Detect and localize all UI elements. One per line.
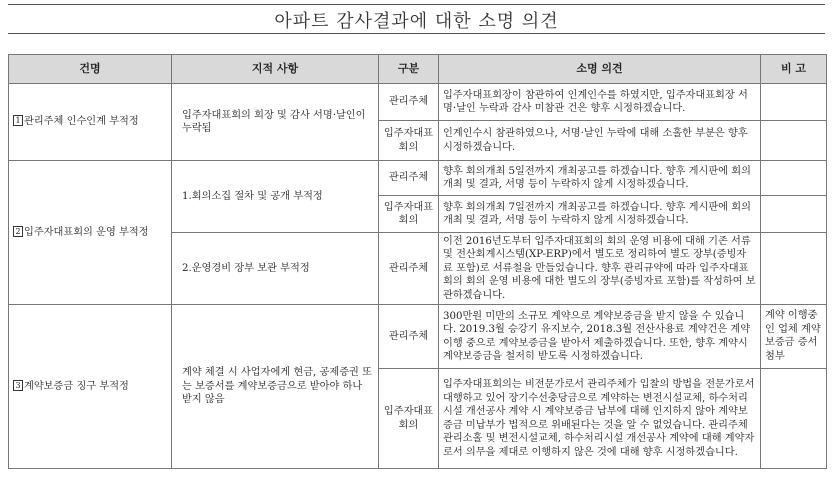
- case-cell: [9, 84, 172, 161]
- gubun-cell: 입주자대표회의: [379, 121, 439, 161]
- header-row: [9, 55, 827, 84]
- title-box: [8, 4, 825, 34]
- gubun-cell: 관리주체: [379, 233, 439, 305]
- case-label: 입주자대표회의 운영 부적정: [24, 226, 149, 238]
- issue-cell: 1.회의소집 절차 및 공개 부적정: [172, 161, 379, 233]
- header-opinion: 소명 의견: [439, 55, 761, 84]
- gubun-cell: 관리주체: [379, 305, 439, 369]
- case-cell: [9, 161, 172, 305]
- case-label: 계약보증금 징구 부적정: [24, 380, 129, 392]
- opinion-cell: 향후 회의개최 7일전까지 개최공고를 하겠습니다. 향후 게시판에 회의 개최 및 결과, 서명 등이 누락하지 않게 시정하겠습니다.: [439, 196, 761, 233]
- opinion-cell: 입주자대표회장이 참관하여 인계인수를 하였지만, 입주자대표회장 서명·날인 누락과 감사 미참관 건은 향후 시정하겠습니다.: [439, 84, 761, 121]
- case-label: 관리주체 인수인계 부적정: [24, 116, 139, 128]
- note-cell: [761, 233, 827, 305]
- title-bottom-rule: [8, 33, 825, 34]
- header-gubun: 구분: [379, 55, 439, 84]
- opinion-cell: 인계인수시 참관하였으나, 서명·날인 누락에 대해 소홀한 부분은 향후 시정하겠습니다.: [439, 121, 761, 161]
- note-cell: [761, 84, 827, 121]
- table-row: [9, 161, 827, 196]
- section-number-box: 3: [13, 380, 23, 391]
- issue-cell: 계약 체결 시 사업자에게 현금, 공제증권 또는 보증서를 계약보증금으로 받아야 하나 받지 않음: [172, 305, 379, 469]
- title-top-rule: [8, 4, 825, 5]
- note-cell: [761, 196, 827, 233]
- opinion-cell: 이전 2016년도부터 입주자대표회의 회의 운영 비용에 대해 기존 서류 및 전산회계시스템(XP-ERP)에서 별도로 정리하여 별도 장부(증빙자료 포함)로 서류철을 만들었습니다. 향후 관리규약에 따라 입주자대표회의 회의 운영 비용에 대한 별도의 장부(증빙자료 포함)를 작성하여 보관하겠습니다.: [439, 233, 761, 305]
- page-title: 아파트 감사결과에 대한 소명 의견: [274, 11, 559, 32]
- header-note: 비 고: [761, 55, 827, 84]
- table-row: [9, 84, 827, 121]
- gubun-cell: 관리주체: [379, 161, 439, 196]
- issue-cell: 입주자대표회의 회장 및 감사 서명·날인이 누락됨: [172, 84, 379, 161]
- header-issue: 지적 사항: [172, 55, 379, 84]
- header-case: 건명: [9, 55, 172, 84]
- opinion-cell: 향후 회의개최 5일전까지 개최공고를 하겠습니다. 향후 게시판에 회의 개최 및 결과, 서명 등이 누락하지 않게 시정하겠습니다.: [439, 161, 761, 196]
- note-cell: [761, 161, 827, 196]
- audit-opinion-table: [8, 54, 827, 469]
- note-cell: 계약 이행중인 업체 계약보증금 증서 첨부: [761, 305, 827, 369]
- opinion-cell: 300만원 미만의 소규모 계약으로 계약보증금을 받지 않을 수 있습니다. 2019.3월 승강기 유지보수, 2018.3월 전산사용료 계약건은 계약 이행 중으로 계약보증금을 받아서 제출하겠습니다. 또한, 향후 계약시 계약보증금을 철저히 받도록 시정하겠습니다.: [439, 305, 761, 369]
- section-number-box: 2: [13, 226, 23, 237]
- table-row: [9, 305, 827, 369]
- opinion-cell: 입주자대표회의는 비전문가로서 관리주체가 입찰의 방법을 전문가로서 대행하고 있어 장기수선충당금으로 계약하는 변전시설교체, 하수처리시설 개선공사 계약 시 계약보증금 납부에 대해 인지하지 않아 계약보증금 미납부가 법적으로 위배된다는 것을 알 수 없었습니다. 관리주체 관리소홀 및 변전시설교체, 하수처리시설 개선공사 계약에 대해 계약자로서 의무을 제대로 이행하지 않은 것에 대해 향후 시정하겠습니다.: [439, 369, 761, 469]
- gubun-cell: 관리주체: [379, 84, 439, 121]
- case-cell: [9, 305, 172, 469]
- gubun-cell: 입주자대표회의: [379, 196, 439, 233]
- note-cell: [761, 121, 827, 161]
- section-number-box: 1: [13, 115, 23, 126]
- note-cell: [761, 369, 827, 469]
- issue-cell: 2.운영경비 장부 보관 부적정: [172, 233, 379, 305]
- gubun-cell: 입주자대표회의: [379, 369, 439, 469]
